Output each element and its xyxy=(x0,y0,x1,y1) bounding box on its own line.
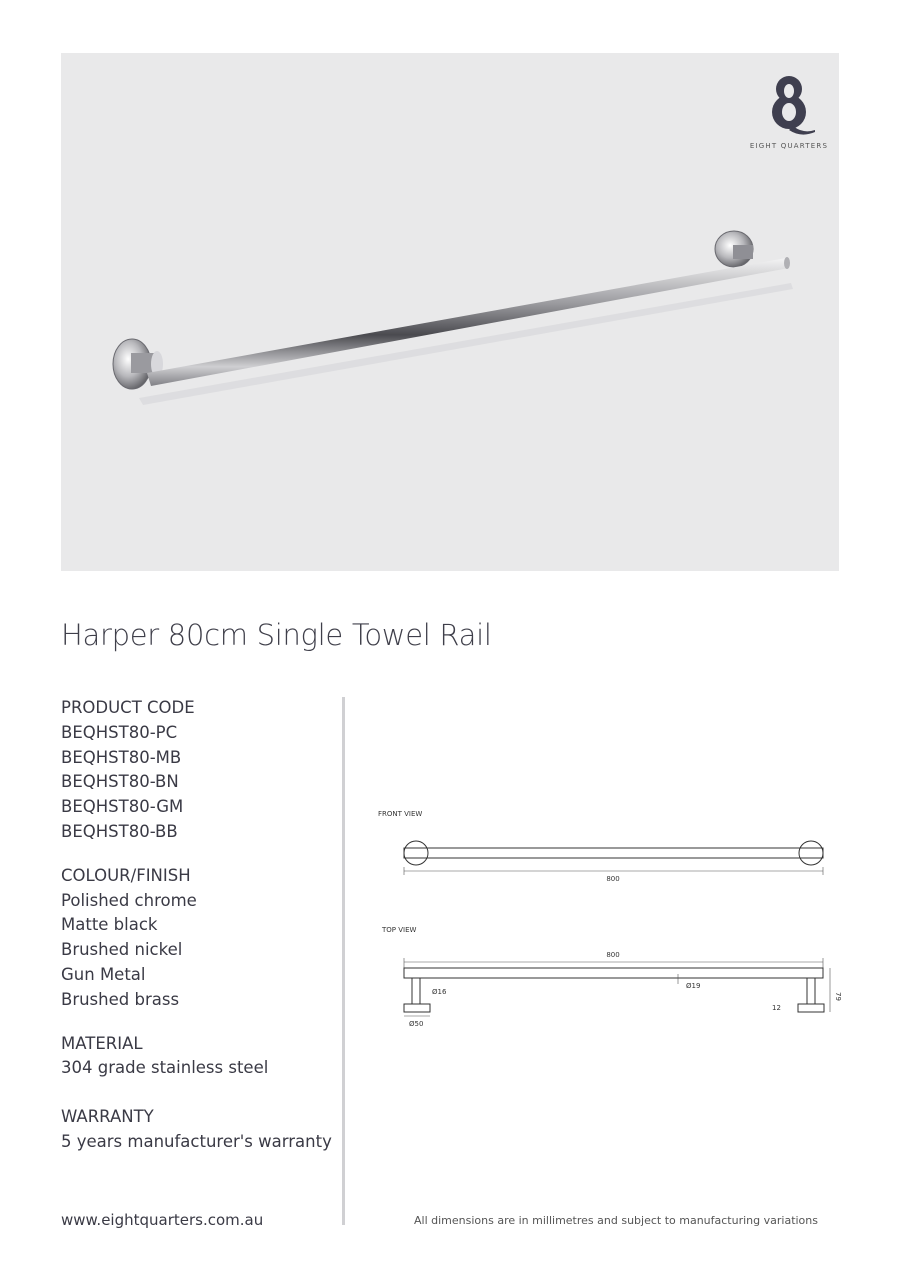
product-code-item: BEQHST80-BN xyxy=(61,772,179,792)
warranty-value: 5 years manufacturer's warranty xyxy=(61,1131,332,1151)
material-value: 304 grade stainless steel xyxy=(61,1058,269,1078)
product-code-item: BEQHST80-GM xyxy=(61,797,184,817)
technical-drawing xyxy=(360,800,860,1040)
warranty-group xyxy=(61,1105,332,1155)
warranty-heading: WARRANTY xyxy=(61,1107,154,1127)
front-length-dimension: 800 xyxy=(606,875,620,883)
finish-item: Gun Metal xyxy=(61,964,146,984)
product-code-item: BEQHST80-MB xyxy=(61,747,182,767)
brand-name: EIGHT QUARTERS xyxy=(749,142,829,150)
finish-item: Polished chrome xyxy=(61,890,197,910)
product-code-item: BEQHST80-BB xyxy=(61,821,178,841)
top-length-dimension: 800 xyxy=(606,951,620,959)
towel-rail-illustration xyxy=(61,53,839,571)
finish-item: Brushed brass xyxy=(61,989,180,1009)
projection-dimension: 79 xyxy=(834,992,842,1001)
dimensions-disclaimer: All dimensions are in millimetres and subject to manufacturing variations xyxy=(413,1214,818,1227)
product-image xyxy=(61,53,839,571)
colour-finish-heading: COLOUR/FINISH xyxy=(61,865,191,885)
material-group xyxy=(61,1032,332,1082)
post-diameter-dimension: Ø16 xyxy=(432,988,447,996)
specs-column xyxy=(61,696,332,1174)
dimension-drawing xyxy=(360,800,860,1040)
product-code-heading: PRODUCT CODE xyxy=(61,698,195,717)
page-title: Harper 80cm Single Towel Rail xyxy=(61,618,492,652)
material-heading: MATERIAL xyxy=(61,1033,143,1053)
brand-logo xyxy=(744,74,834,150)
base-thickness-dimension: 12 xyxy=(772,1004,781,1012)
website-link[interactable]: www.eightquarters.com.au xyxy=(61,1211,264,1229)
column-divider xyxy=(342,697,345,1225)
colour-finish-group xyxy=(61,864,332,1013)
base-diameter-dimension: Ø50 xyxy=(409,1020,424,1028)
finish-item: Brushed nickel xyxy=(61,940,183,960)
front-view-label: FRONT VIEW xyxy=(378,810,423,818)
product-code-group xyxy=(61,696,332,845)
product-code-item: BEQHST80-PC xyxy=(61,722,178,742)
eight-quarters-q-logo-icon xyxy=(759,74,819,136)
rail-diameter-dimension: Ø19 xyxy=(686,982,701,990)
top-view-label: TOP VIEW xyxy=(382,926,417,934)
finish-item: Matte black xyxy=(61,915,158,935)
